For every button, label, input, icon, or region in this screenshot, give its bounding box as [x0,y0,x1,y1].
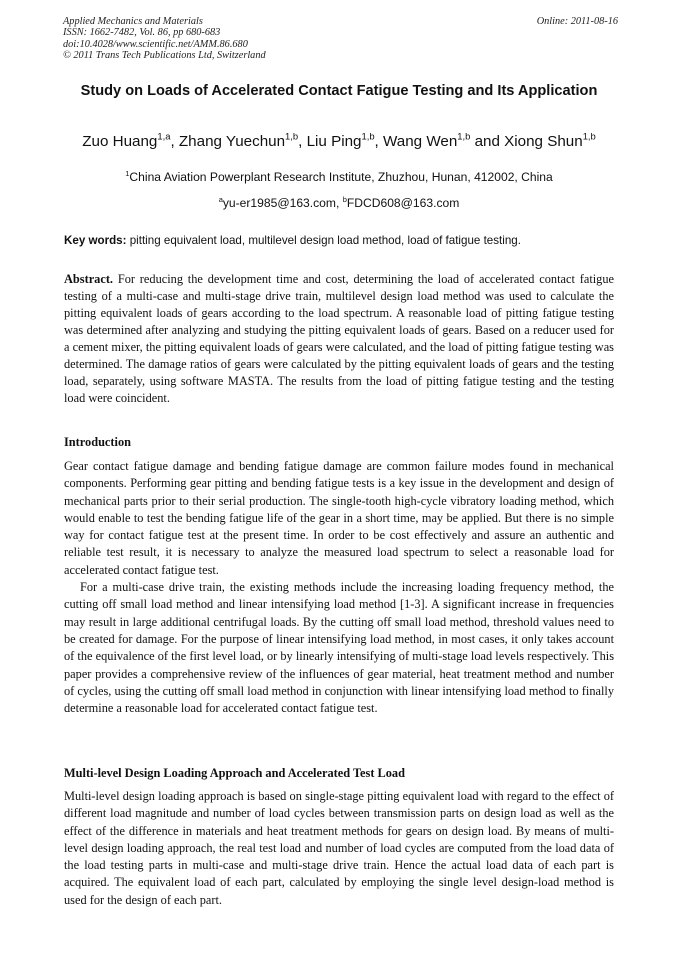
abstract-text: For reducing the development time and cost, determining the load of accelerated contact fatigue testing of a multi-case and multi-stage drive train, multilevel design load method was used to calculate the pitting equivalent loads of gears according to the load spectrum. A reasonable load of pitting fatigue testing was determined after analyzing and studying the pitting equivalent loads of gears. Based on a reducer used for a cement mixer, the pitting equivalent loads of gears were calculated, and the load of pitting fatigue testing was determined. The damage ratios of gears were calculated by the pitting equivalent loads of gears and the testing load, separately, using software MASTA. The results from the load of pitting fatigue testing and the testing load were coincident. [64,272,614,405]
section-heading-introduction: Introduction [64,435,131,449]
author-name: Zuo Huang [82,133,158,150]
abstract-label: Abstract. [64,272,114,286]
author-list [40,132,638,152]
journal-header [63,16,618,62]
email-mark-b: b [342,194,347,204]
author-affiliation-mark: 1,a [157,130,171,142]
author-separator: , [170,133,179,150]
email-b: FDCD608@163.com [346,196,460,210]
author-separator: , [374,133,383,150]
email-a: yu-er1985@163.com, [222,196,343,210]
keywords-text: pitting equivalent load, multilevel design load method, load of fatigue testing. [126,234,521,247]
journal-name: Applied Mechanics and Materials [63,16,203,27]
keywords [64,233,616,249]
author-separator: , [298,133,307,150]
paragraph: Multi-level design loading approach is based on single-stage pitting equivalent load with regard to the effect of different load magnitude and number of load cycles between transmission parts on design load as well as the effect of the difference in materials and heat treatment methods for gears on design load. By means of multi-level design loading approach, the real test load and number of load cycles are computed from the load data of the load testing parts in multi-case and multi-stage drive train. Hence the actual load data of each part is acquired. The equivalent load of each part, calculated by employing the single level design-load method is used for the design of each part. [64,789,614,907]
section-heading-multilevel: Multi-level Design Loading Approach and Accelerated Test Load [64,766,405,780]
author-affiliation-mark: 1,b [285,130,299,142]
affiliation [63,169,615,185]
multilevel-body [64,788,614,909]
author-name: Xiong Shun [504,133,583,150]
paragraph: For a multi-case drive train, the existing methods include the increasing loading frequency method, the cutting off small load method and linear intensifying load method [1-3]. A significant increase in frequencies may result in large additional centrifugal loads. By the cutting off small load method, threshold values need to be created for damage. For the purpose of linear intensifying load method, in most cases, it only takes account of the equivalence of the first level load, or by linearly intensifying of multi-stage load levels respectively. This paper provides a comprehensive review of the influences of gear material, heat treatment method and number of cycles, using the cutting off small load method in conjunction with linear intensifying load method to finally determine a reasonable load for accelerated contact fatigue test. [64,580,614,716]
author-name: Zhang Yuechun [178,133,286,150]
paragraph: Gear contact fatigue damage and bending fatigue damage are common failure modes found in mechanical components. Performing gear pitting and bending fatigue tests is a key issue in the development and design of mechanical parts prior to their serial production. The single-tooth high-cycle vibratory loading method, which would enable to test the bending fatigue life of the gear in a short time, may be applied. But there is no simple way for contact fatigue test at the present time. In order to be cost effectively and assure an authentic and reliable test result, it is necessary to analyze the measured load spectrum to select a reasonable load for accelerated contact fatigue test. [64,459,614,577]
author-name: Liu Ping [306,133,362,150]
introduction-body [64,458,614,717]
email-mark-a: a [218,194,223,204]
online-date: Online: 2011-08-16 [536,16,618,27]
abstract [64,271,614,407]
affiliation-mark: 1 [125,168,130,178]
affiliation-text: China Aviation Powerplant Research Institute, Zhuzhou, Hunan, 412002, China [129,170,553,184]
author-affiliation-mark: 1,b [361,130,375,142]
author-emails [63,195,615,211]
author-name: Wang Wen [383,133,458,150]
paper-title: Study on Loads of Accelerated Contact Fatigue Testing and Its Application [80,83,598,99]
issn-line: ISSN: 1662-7482, Vol. 86, pp 680-683 [63,27,221,39]
keywords-label: Key words: [64,234,127,247]
author-separator: and [470,133,505,150]
author-affiliation-mark: 1,b [457,130,471,142]
doi-line: doi:10.4028/www.scientific.net/AMM.86.680 [63,38,248,50]
copyright-line: © 2011 Trans Tech Publications Ltd, Switzerland [63,50,266,62]
author-affiliation-mark: 1,b [582,130,596,142]
